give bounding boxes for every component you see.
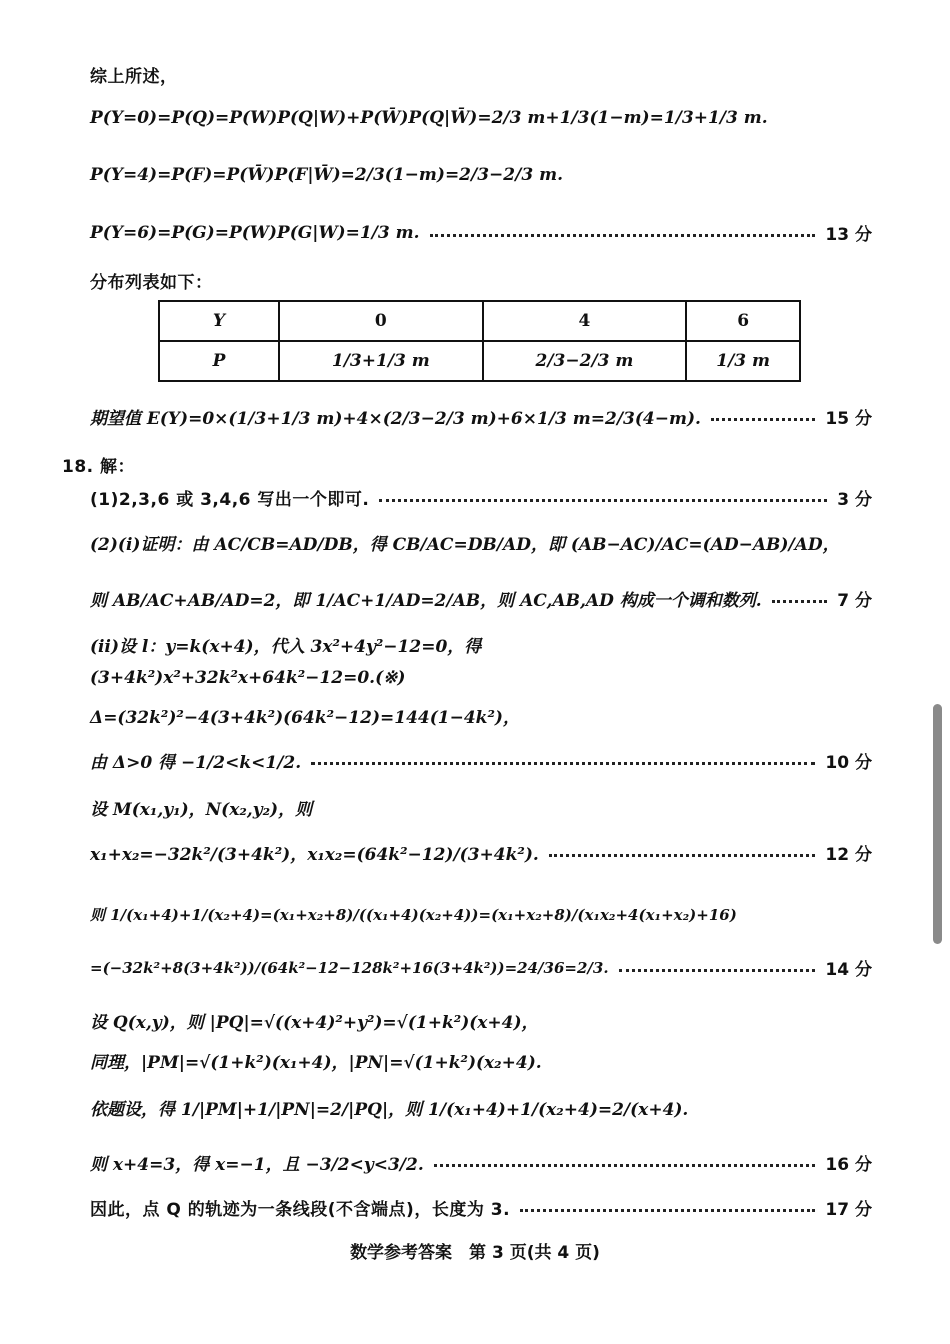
part-2ii-setup: (ⅱ)设 l：y=k(x+4)，代入 3x²+4y²−12=0，得 — [90, 637, 482, 657]
leader-dots — [379, 499, 827, 502]
table-header-row — [159, 301, 800, 341]
summary-heading: 综上所述， — [90, 67, 178, 87]
formula-p-y0: P(Y=0)=P(Q)=P(W)P(Q|W)+P(W̄)P(Q|W̄)=2/3 m+1/3(1−m)=1/3+1/3 m. — [90, 108, 768, 128]
vieta-line: x₁+x₂=−32k²/(3+4k²)，x₁x₂=(64k²−12)/(3+4k²). 12 分 — [90, 840, 872, 865]
locus-conclusion-line: 因此，点 Q 的轨迹为一条线段(不含端点)，长度为 3. 17 分 — [90, 1195, 872, 1220]
pm-pn-distance-line: 同理，|PM|=√(1+k²)(x₁+4)，|PN|=√(1+k²)(x₂+4). — [90, 1053, 542, 1073]
part-1-answer: (1)2,3,6 或 3,4,6 写出一个即可. 3 分 — [90, 485, 872, 510]
leader-dots — [772, 600, 828, 603]
score-label: 17 分 — [825, 1200, 872, 1220]
score-label: 12 分 — [825, 845, 872, 865]
pq-distance-line: 设 Q(x,y)，则 |PQ|=√((x+4)²+y²)=√(1+k²)(x+4)， — [90, 1013, 539, 1033]
table-row — [159, 341, 800, 381]
expectation-line: 期望值 E(Y)=0×(1/3+1/3 m)+4×(2/3−2/3 m)+6×1/3 m=2/3(4−m). 15 分 — [90, 404, 872, 429]
leader-dots — [619, 969, 816, 972]
problem-18-heading: 18. 解： — [62, 457, 136, 477]
distribution-table — [158, 300, 801, 382]
discriminant-line: Δ=(32k²)²−4(3+4k²)(64k²−12)=144(1−4k²)， — [90, 708, 520, 728]
score-label: 3 分 — [837, 490, 872, 510]
points-mn-setup: 设 M(x₁,y₁)，N(x₂,y₂)，则 — [90, 800, 313, 820]
table-cell: 2/3−2/3 m — [483, 341, 687, 381]
table-cell: 4 — [483, 301, 687, 341]
quadratic-equation: (3+4k²)x²+32k²x+64k²−12=0.(※) — [90, 668, 406, 688]
k-range-line: 由 Δ>0 得 −1/2<k<1/2. 10 分 — [90, 748, 872, 773]
table-cell: 1/3 m — [686, 341, 800, 381]
formula-p-y4: P(Y=4)=P(F)=P(W̄)P(F|W̄)=2/3(1−m)=2/3−2/3 m. — [90, 165, 563, 185]
page-footer: 数学参考答案 第 3 页(共 4 页) — [350, 1243, 600, 1263]
score-label: 14 分 — [825, 960, 872, 980]
table-cell: P — [159, 341, 279, 381]
score-label: 10 分 — [825, 753, 872, 773]
reciprocal-sum-line: 则 1/(x₁+4)+1/(x₂+4)=(x₁+x₂+8)/((x₁+4)(x₂+4))=(x₁+x₂+8)/(x₁x₂+4(x₁+x₂)+16) — [90, 906, 737, 924]
score-label: 16 分 — [825, 1155, 872, 1175]
scrollbar[interactable] — [933, 704, 942, 944]
leader-dots — [311, 762, 815, 765]
table-cell: 0 — [279, 301, 483, 341]
distribution-heading: 分布列表如下： — [90, 273, 213, 293]
harmonic-condition-line: 依题设，得 1/|PM|+1/|PN|=2/|PQ|，则 1/(x₁+4)+1/(x₂+4)=2/(x+4). — [90, 1100, 689, 1120]
leader-dots — [430, 234, 816, 237]
leader-dots — [549, 854, 816, 857]
score-label: 7 分 — [837, 591, 872, 611]
leader-dots — [711, 418, 815, 421]
x-value-line: 则 x+4=3，得 x=−1，且 −3/2<y<3/2. 16 分 — [90, 1150, 872, 1175]
part-2i-conclusion: 则 AB/AC+AB/AD=2，即 1/AC+1/AD=2/AB，则 AC,AB,AD 构成一个调和数列. 7 分 — [90, 586, 872, 611]
leader-dots — [520, 1209, 815, 1212]
table-cell: 1/3+1/3 m — [279, 341, 483, 381]
score-label: 13 分 — [825, 225, 872, 245]
score-label: 15 分 — [825, 409, 872, 429]
part-2i-proof: (2)(ⅰ)证明：由 AC/CB=AD/DB，得 CB/AC=DB/AD，即 (AB−AC)/AC=(AD−AB)/AD， — [90, 535, 840, 555]
leader-dots — [434, 1164, 816, 1167]
table-cell: 6 — [686, 301, 800, 341]
formula-p-y6: P(Y=6)=P(G)=P(W)P(G|W)=1/3 m. 13 分 — [90, 220, 872, 245]
table-cell: Y — [159, 301, 279, 341]
reciprocal-sum-result: =(−32k²+8(3+4k²))/(64k²−12−128k²+16(3+4k²))=24/36=2/3. 14 分 — [90, 955, 872, 980]
